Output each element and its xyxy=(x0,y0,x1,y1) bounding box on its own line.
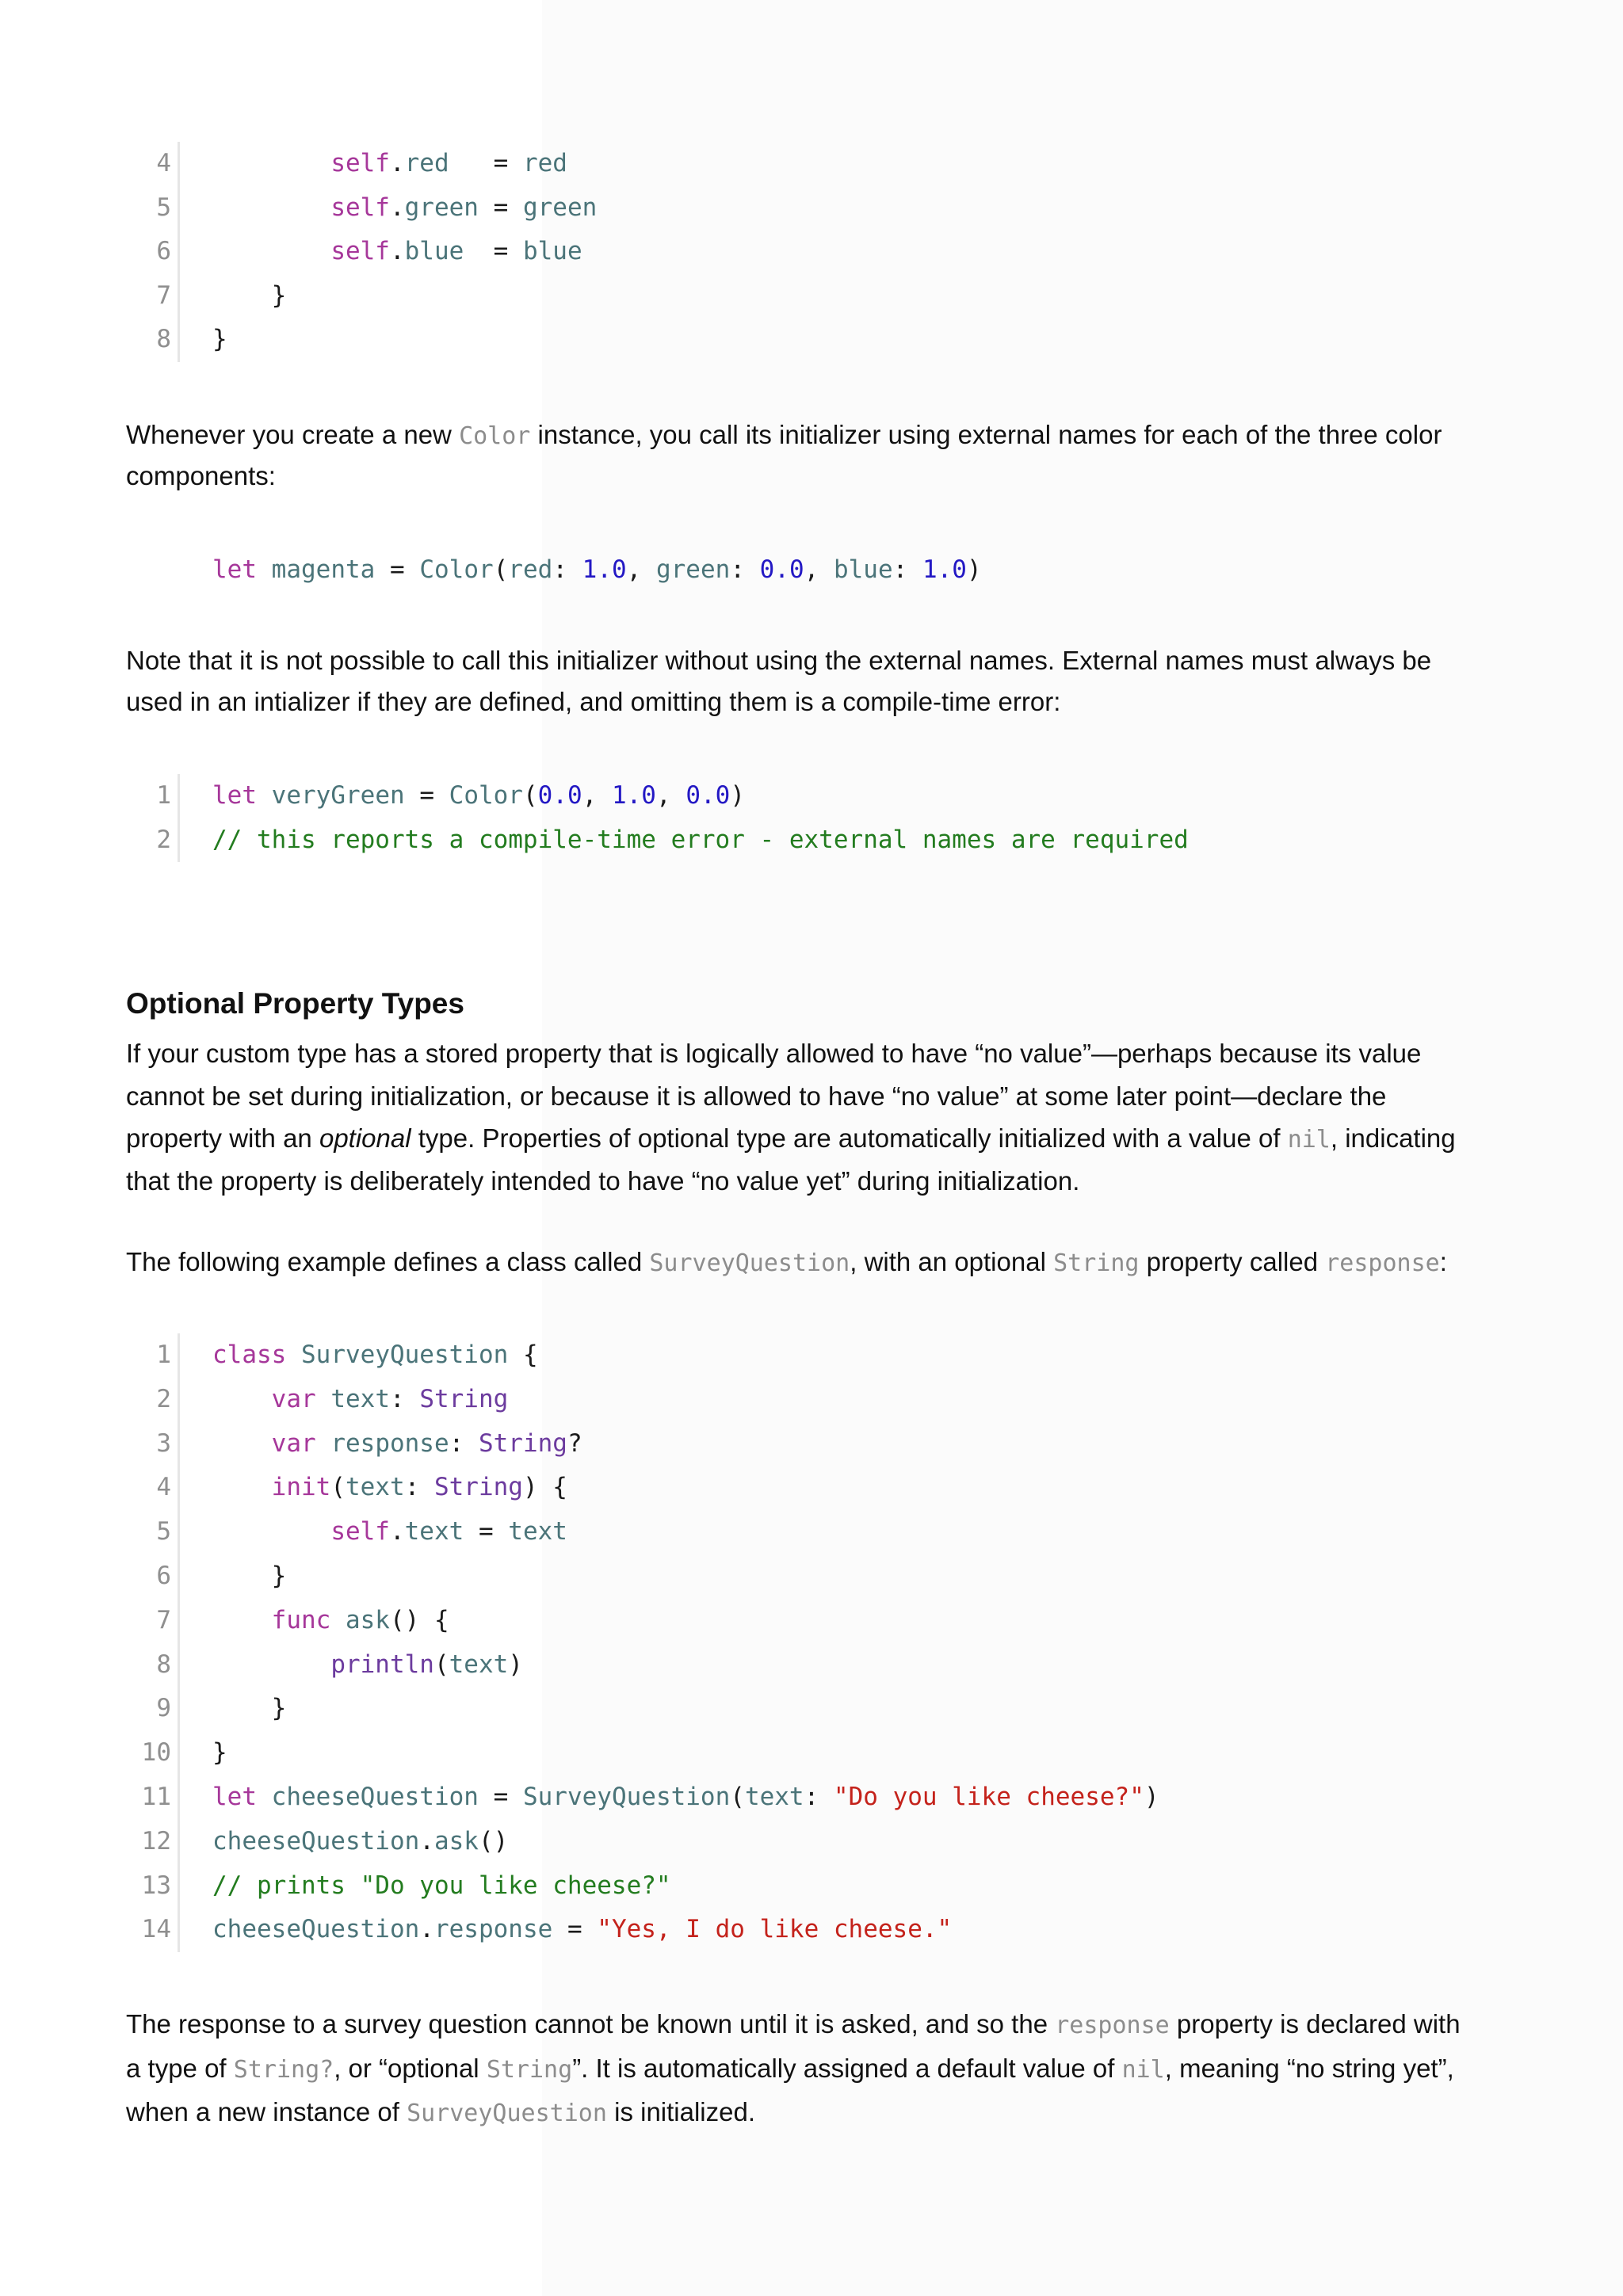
paragraph-line xyxy=(126,414,1442,456)
code-token-identifier: text xyxy=(744,1782,804,1811)
code-line xyxy=(212,1775,1159,1820)
code-token-number-literal: 0.0 xyxy=(537,781,582,810)
code-block xyxy=(0,548,1623,593)
code-token-keyword: self xyxy=(330,237,390,265)
code-line xyxy=(212,548,982,593)
code-token-identifier: blue xyxy=(833,555,893,584)
code-token-keyword: let xyxy=(212,1782,257,1811)
line-number: 10 xyxy=(141,1738,171,1768)
code-token-type-name: String xyxy=(419,1384,509,1413)
text-run: components: xyxy=(126,461,276,490)
paragraph-line xyxy=(126,640,1431,681)
code-token-identifier: green xyxy=(404,193,479,222)
code-token-keyword: init xyxy=(271,1473,331,1502)
paragraph xyxy=(126,1241,1447,1283)
code-token-comment: // this reports a compile-time error - external names are required xyxy=(212,825,1189,854)
text-run: used in an intializer if they are defined, and omitting them is a compile-time error: xyxy=(126,687,1061,716)
code-token-punctuation xyxy=(212,1385,272,1413)
code-token-punctuation: = xyxy=(478,193,523,222)
paragraph-line xyxy=(126,2002,1461,2046)
code-token-punctuation: . xyxy=(389,149,405,177)
code-token-punctuation: ( xyxy=(433,1650,449,1679)
code-token-keyword: var xyxy=(271,1428,316,1458)
code-token-punctuation xyxy=(316,1385,331,1413)
code-token-string-literal: "Do you like cheese?" xyxy=(833,1782,1144,1811)
inline-code: String xyxy=(486,2055,573,2084)
code-token-punctuation xyxy=(212,1650,330,1679)
code-token-keyword: self xyxy=(330,149,390,177)
code-token-identifier: ask xyxy=(345,1605,390,1634)
code-token-identifier: Color xyxy=(449,781,523,810)
line-number: 14 xyxy=(141,1915,171,1944)
section-heading: Optional Property Types xyxy=(126,987,464,1020)
code-token-punctuation xyxy=(330,1606,346,1634)
code-lines xyxy=(212,548,982,593)
paragraph xyxy=(126,1032,1456,1202)
code-token-identifier: response xyxy=(433,1915,553,1944)
code-token-punctuation xyxy=(257,555,272,584)
code-token-keyword: let xyxy=(212,555,257,584)
code-token-punctuation: ) xyxy=(966,555,982,584)
code-token-punctuation: : xyxy=(449,1428,479,1458)
code-block xyxy=(0,1333,1623,1952)
code-line xyxy=(212,142,597,186)
code-token-punctuation: , xyxy=(655,781,686,810)
code-token-identifier: Color xyxy=(419,555,494,584)
code-token-identifier: red xyxy=(522,149,567,177)
line-number: 1 xyxy=(156,781,171,810)
code-token-punctuation xyxy=(316,1429,331,1458)
code-token-punctuation xyxy=(257,781,272,810)
code-token-punctuation: = xyxy=(375,555,420,584)
line-number: 8 xyxy=(156,1650,171,1679)
code-lines xyxy=(212,1333,1159,1952)
code-token-identifier: green xyxy=(655,555,731,584)
code-line xyxy=(212,1378,1159,1422)
text-run: , with an optional xyxy=(850,1247,1054,1276)
line-number: 8 xyxy=(156,325,171,353)
code-token-punctuation: ) { xyxy=(522,1473,567,1502)
code-token-punctuation xyxy=(212,149,330,177)
code-token-punctuation xyxy=(286,1341,301,1369)
text-run: property called xyxy=(1139,1247,1326,1276)
code-line xyxy=(212,1864,1159,1909)
code-line xyxy=(212,1510,1159,1554)
paragraph-line xyxy=(126,2046,1461,2091)
code-token-punctuation: } xyxy=(212,325,227,353)
code-token-identifier: response xyxy=(330,1428,449,1458)
text-run: , indicating xyxy=(1330,1123,1456,1154)
code-token-identifier: red xyxy=(508,555,553,584)
code-token-identifier: magenta xyxy=(271,555,376,584)
code-token-punctuation: } xyxy=(212,1561,287,1590)
line-number: 7 xyxy=(156,1605,171,1634)
code-token-punctuation: } xyxy=(212,280,287,310)
code-lines xyxy=(212,142,597,362)
code-token-number-literal: 1.0 xyxy=(922,555,967,584)
code-token-number-literal: 1.0 xyxy=(611,781,656,810)
code-token-punctuation: = xyxy=(464,1517,509,1547)
inline-code: Color xyxy=(459,422,531,450)
code-token-punctuation: = xyxy=(449,149,523,177)
line-number: 4 xyxy=(156,1473,171,1502)
code-token-keyword: let xyxy=(212,781,257,810)
code-line xyxy=(212,1731,1159,1775)
code-token-keyword: self xyxy=(330,193,390,222)
paragraph xyxy=(126,414,1442,497)
code-token-identifier: red xyxy=(404,149,449,177)
paragraph-line xyxy=(126,681,1431,723)
text-run: cannot be set during initialization, or because it is allowed to have “no value” at some later point—declare the xyxy=(126,1081,1387,1111)
text-run: a type of xyxy=(126,2053,234,2083)
code-token-punctuation: : xyxy=(552,555,582,584)
code-token-punctuation: ) xyxy=(730,781,745,810)
code-gutter xyxy=(111,774,171,862)
code-token-punctuation: ( xyxy=(493,555,509,584)
code-token-keyword: class xyxy=(212,1341,287,1369)
line-number: 6 xyxy=(156,237,171,265)
code-line xyxy=(212,1908,1159,1952)
code-token-punctuation: . xyxy=(389,237,405,265)
code-line xyxy=(212,318,597,362)
code-token-punctuation: ) xyxy=(508,1650,523,1679)
inline-code: SurveyQuestion xyxy=(649,1249,850,1277)
code-token-identifier: blue xyxy=(404,237,464,265)
code-token-type-name: String xyxy=(433,1473,523,1502)
line-number: 7 xyxy=(156,280,171,310)
text-run: property is declared with xyxy=(1169,2009,1461,2039)
code-token-punctuation: . xyxy=(389,193,405,222)
code-token-identifier: text xyxy=(345,1473,405,1502)
code-line xyxy=(212,1466,1159,1510)
code-token-keyword: func xyxy=(271,1605,331,1634)
paragraph xyxy=(126,640,1431,723)
code-token-punctuation: ? xyxy=(567,1428,582,1458)
emphasis-text: optional xyxy=(319,1123,411,1154)
code-gutter xyxy=(111,142,171,362)
code-token-punctuation: () xyxy=(478,1826,509,1855)
line-number: 4 xyxy=(156,149,171,177)
code-block xyxy=(0,142,1623,362)
text-run: property with an xyxy=(126,1123,319,1154)
code-token-punctuation: () { xyxy=(389,1605,449,1634)
code-line xyxy=(212,1554,1159,1599)
code-token-identifier: text xyxy=(404,1517,464,1547)
code-token-punctuation xyxy=(212,1606,272,1634)
inline-code: String xyxy=(1053,1249,1140,1277)
code-line xyxy=(212,1599,1159,1643)
code-token-punctuation: , xyxy=(626,555,656,584)
code-token-punctuation: : xyxy=(404,1473,434,1502)
code-token-number-literal: 1.0 xyxy=(582,555,627,584)
text-run: , or “optional xyxy=(334,2053,487,2083)
code-gutter xyxy=(111,1333,171,1952)
code-token-punctuation xyxy=(212,237,330,265)
code-token-punctuation: ( xyxy=(330,1473,346,1502)
paragraph-line xyxy=(126,456,1442,497)
code-block xyxy=(0,774,1623,862)
code-token-identifier: green xyxy=(522,193,598,222)
code-token-number-literal: 0.0 xyxy=(759,555,804,584)
line-number: 9 xyxy=(156,1694,171,1723)
code-token-identifier: cheeseQuestion xyxy=(212,1826,420,1855)
code-line xyxy=(212,1687,1159,1731)
line-number: 1 xyxy=(156,1341,171,1369)
text-run: , meaning “no string yet”, xyxy=(1164,2053,1454,2083)
inline-code: response xyxy=(1055,2012,1170,2039)
code-line xyxy=(212,1422,1159,1466)
code-token-identifier: cheeseQuestion xyxy=(212,1915,420,1944)
code-line xyxy=(212,774,1189,818)
code-token-punctuation: = xyxy=(552,1915,598,1944)
gutter-divider xyxy=(178,1333,180,1952)
line-number: 5 xyxy=(156,193,171,222)
text-run: Whenever you create a new xyxy=(126,420,460,449)
code-token-punctuation: : xyxy=(389,1384,420,1413)
inline-code: String? xyxy=(233,2055,334,2084)
code-token-punctuation xyxy=(212,1473,272,1501)
code-line xyxy=(212,274,597,318)
code-token-punctuation: ) xyxy=(1144,1782,1159,1811)
code-token-keyword: var xyxy=(271,1384,316,1413)
code-token-punctuation: : xyxy=(804,1782,834,1811)
code-token-identifier: SurveyQuestion xyxy=(301,1341,509,1369)
line-number: 3 xyxy=(156,1428,171,1458)
code-line xyxy=(212,186,597,231)
code-token-identifier: ask xyxy=(433,1826,479,1855)
code-token-punctuation: : xyxy=(892,555,922,584)
inline-code: response xyxy=(1325,1249,1440,1277)
code-token-punctuation xyxy=(257,1783,272,1811)
line-number: 6 xyxy=(156,1561,171,1590)
paragraph-line xyxy=(126,2090,1461,2134)
text-run: when a new instance of xyxy=(126,2097,407,2126)
code-token-identifier: veryGreen xyxy=(271,781,405,810)
code-token-punctuation: } xyxy=(212,1694,287,1723)
code-token-punctuation xyxy=(212,1517,330,1546)
code-token-type-name: println xyxy=(330,1650,434,1679)
code-line xyxy=(212,1643,1159,1688)
code-token-comment: // prints "Do you like cheese?" xyxy=(212,1871,671,1900)
text-run: The following example defines a class called xyxy=(126,1247,650,1276)
line-number: 13 xyxy=(141,1871,171,1900)
gutter-divider xyxy=(178,774,180,862)
code-token-keyword: self xyxy=(330,1517,390,1547)
inline-code: nil xyxy=(1287,1126,1331,1154)
line-number: 5 xyxy=(156,1517,171,1547)
code-token-number-literal: 0.0 xyxy=(685,781,731,810)
code-token-punctuation: } xyxy=(212,1738,227,1768)
code-token-punctuation: , xyxy=(582,781,612,810)
code-token-identifier: text xyxy=(449,1650,509,1679)
text-run: If your custom type has a stored property that is logically allowed to have “no value”—perhaps because its value xyxy=(126,1039,1422,1068)
code-line xyxy=(212,1820,1159,1864)
line-number: 11 xyxy=(141,1782,171,1811)
line-number: 2 xyxy=(156,1384,171,1413)
text-run: that the property is deliberately intended to have “no value yet” during initialization. xyxy=(126,1165,1080,1196)
text-run: The response to a survey question cannot be known until it is asked, and so the xyxy=(126,2009,1056,2039)
code-line xyxy=(212,1333,1159,1378)
paragraph-line xyxy=(126,1241,1447,1283)
paragraph-line xyxy=(126,1160,1456,1203)
code-lines xyxy=(212,774,1189,862)
text-run: Note that it is not possible to call this initializer without using the external names. External names must always be xyxy=(126,646,1432,675)
code-token-punctuation: . xyxy=(419,1826,434,1855)
paragraph-line xyxy=(126,1032,1456,1075)
code-token-punctuation xyxy=(212,193,330,222)
code-token-punctuation xyxy=(212,1429,272,1458)
code-token-punctuation: : xyxy=(730,555,760,584)
code-token-string-literal: "Yes, I do like cheese." xyxy=(597,1915,953,1944)
code-token-type-name: String xyxy=(478,1428,567,1458)
code-token-punctuation: ( xyxy=(522,781,538,810)
code-token-punctuation: = xyxy=(464,237,523,265)
code-token-punctuation: = xyxy=(478,1782,523,1811)
line-number: 12 xyxy=(141,1826,171,1855)
code-token-identifier: text xyxy=(330,1384,390,1413)
inline-code: nil xyxy=(1121,2055,1165,2084)
line-number: 2 xyxy=(156,825,171,854)
code-token-punctuation: . xyxy=(419,1915,434,1944)
code-token-identifier: SurveyQuestion xyxy=(522,1782,731,1811)
code-line xyxy=(212,230,597,274)
paragraph-line xyxy=(126,1117,1456,1160)
paragraph-line xyxy=(126,1075,1456,1118)
code-token-punctuation: , xyxy=(804,555,834,584)
code-token-punctuation: = xyxy=(404,781,449,810)
code-token-identifier: text xyxy=(508,1517,567,1547)
text-run: type. Properties of optional type are automatically initialized with a value of xyxy=(411,1123,1288,1154)
text-run: ”. It is automatically assigned a default value of xyxy=(572,2053,1122,2083)
code-token-punctuation: . xyxy=(389,1517,405,1547)
paragraph xyxy=(126,2002,1461,2134)
text-run: is initialized. xyxy=(606,2097,756,2126)
inline-code: SurveyQuestion xyxy=(407,2100,607,2127)
code-token-identifier: cheeseQuestion xyxy=(271,1782,479,1811)
text-run: instance, you call its initializer using external names for each of the three color xyxy=(530,420,1442,449)
code-token-identifier: blue xyxy=(522,237,582,265)
code-token-punctuation: ( xyxy=(730,1782,745,1811)
gutter-divider xyxy=(178,142,180,362)
code-line xyxy=(212,818,1189,863)
text-run: : xyxy=(1439,1247,1447,1276)
code-token-punctuation: { xyxy=(508,1341,538,1369)
